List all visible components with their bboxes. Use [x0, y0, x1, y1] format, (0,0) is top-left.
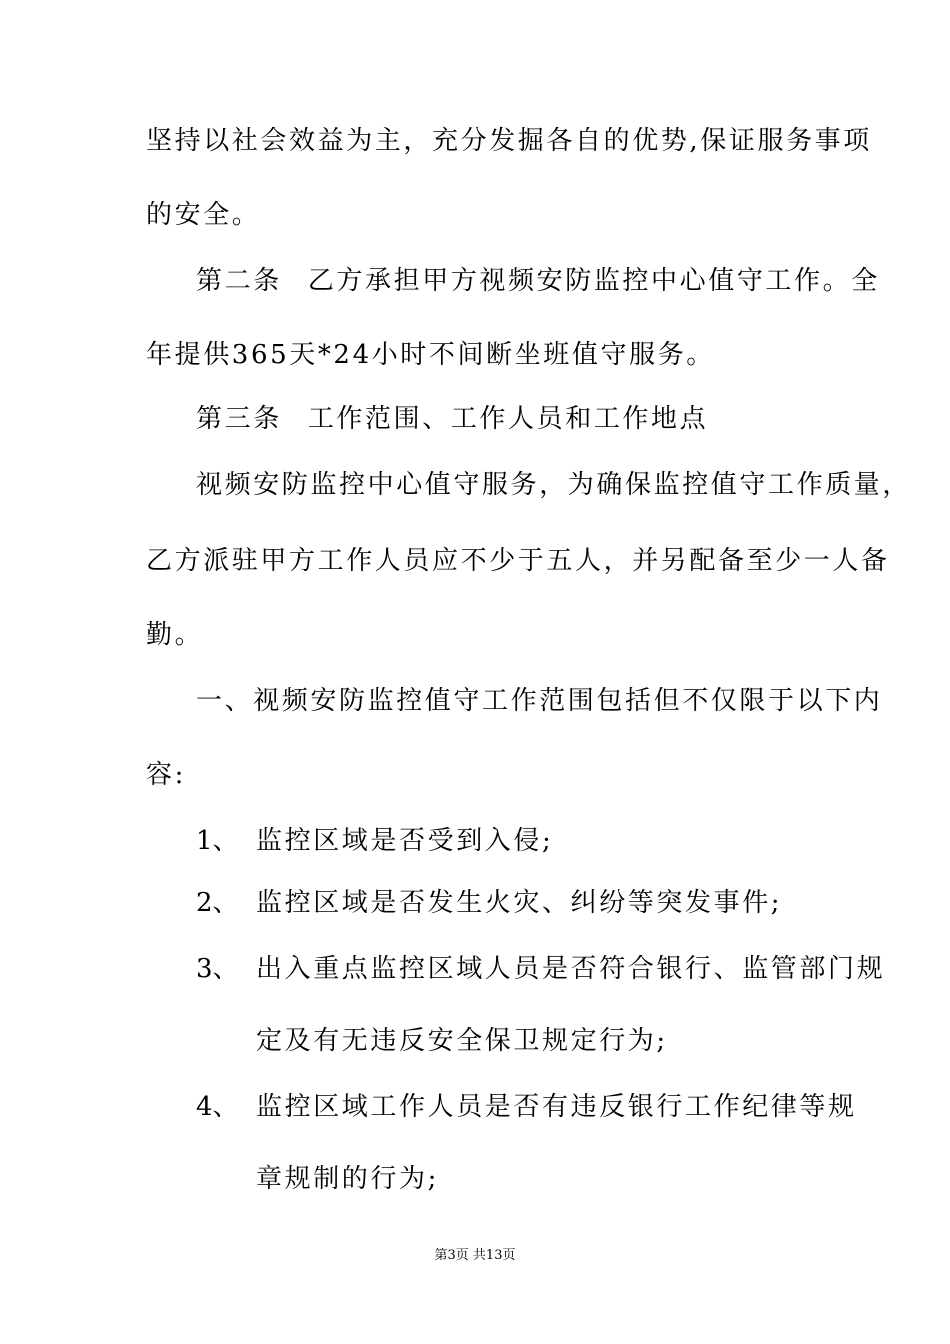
paragraph-line: 的安全。	[146, 200, 261, 230]
list-item-number: 4、	[196, 1092, 239, 1122]
paragraph-line: 年提供365天*24小时不间断坐班值守服务。	[146, 340, 715, 370]
paragraph-line: 乙方派驻甲方工作人员应不少于五人，并另配备至少一人备	[146, 546, 890, 576]
article-2-title: 第二条	[196, 266, 282, 296]
paragraph-line: 勤。	[146, 620, 204, 650]
paragraph-line: 视频安防监控中心值守服务，为确保监控值守工作质量，	[196, 470, 912, 500]
list-item-number: 3、	[196, 954, 239, 984]
article-3	[196, 404, 708, 434]
list-item-number: 1、	[196, 826, 239, 856]
list-item-text: 监控区域是否受到入侵;	[256, 826, 554, 856]
paragraph-line: 坚持以社会效益为主，充分发掘各自的优势,保证服务事项	[146, 126, 872, 156]
paragraph-line: 一、视频安防监控值守工作范围包括但不仅限于以下内	[196, 686, 883, 716]
paragraph-line: 容:	[146, 760, 186, 790]
article-3-text: 工作范围、工作人员和工作地点	[307, 404, 709, 434]
list-item-text: 出入重点监控区域人员是否符合银行、监管部门规	[256, 954, 886, 984]
page-footer: 第3页 共13页	[434, 1248, 516, 1263]
list-item-text: 章规制的行为;	[256, 1164, 439, 1194]
list-item-text: 监控区域是否发生火灾、纠纷等突发事件;	[256, 888, 783, 918]
article-2-text: 乙方承担甲方视频安防监控中心值守工作。全	[307, 266, 880, 296]
list-item-text: 监控区域工作人员是否有违反银行工作纪律等规	[256, 1092, 857, 1122]
article-3-title: 第三条	[196, 404, 282, 434]
list-item-number: 2、	[196, 888, 239, 918]
article-2	[196, 266, 880, 296]
list-item-text: 定及有无违反安全保卫规定行为;	[256, 1026, 668, 1056]
